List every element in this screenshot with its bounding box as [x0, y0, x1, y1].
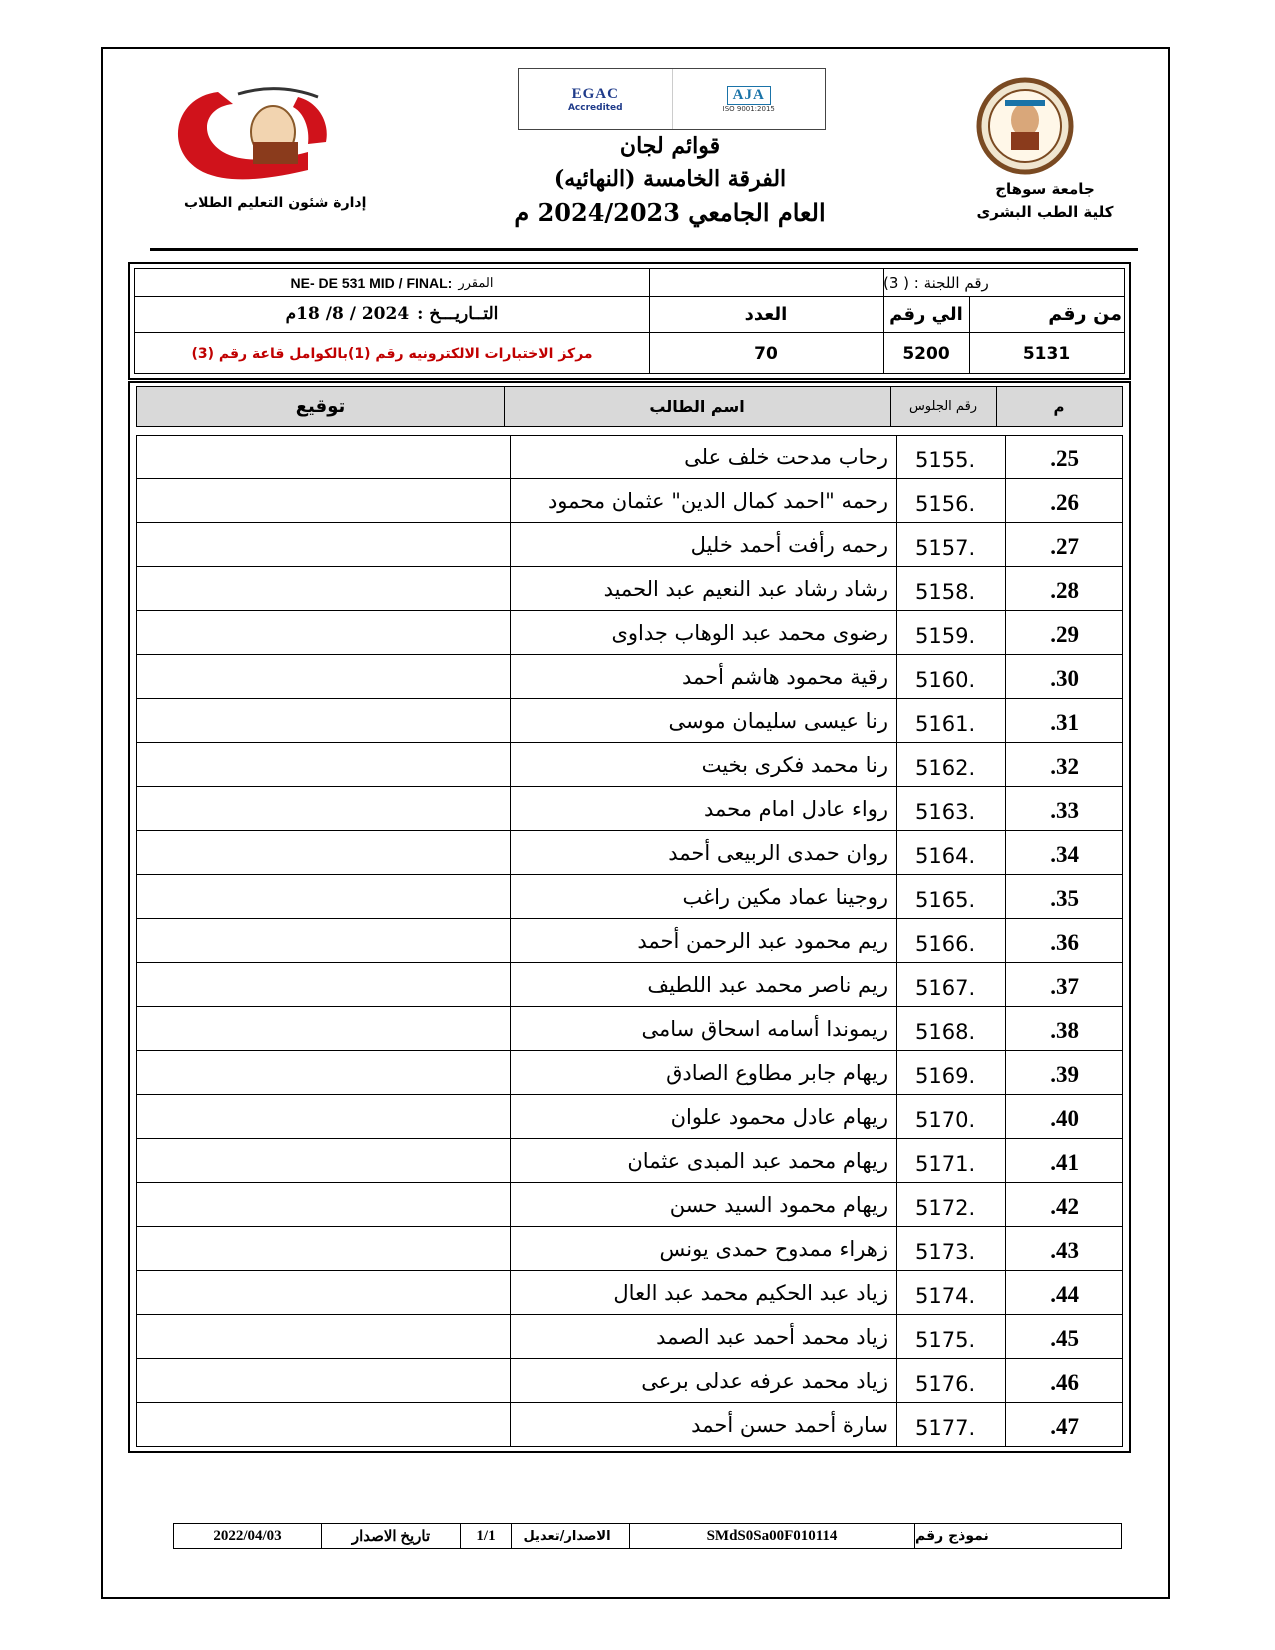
seat-number: 5172.	[897, 1183, 1006, 1226]
student-name: روان حمدى الربيعى أحمد	[511, 831, 897, 874]
table-row	[136, 699, 1123, 743]
signature-cell[interactable]	[136, 1095, 511, 1138]
committee-info	[128, 262, 1131, 380]
count-label: العدد	[744, 303, 788, 325]
student-name: روجينا عماد مكين راغب	[511, 875, 897, 918]
row-index: .37	[1050, 974, 1079, 999]
student-name: رضوى محمد عبد الوهاب جداوى	[511, 611, 897, 654]
table-row	[136, 1139, 1123, 1183]
table-row	[136, 567, 1123, 611]
title-line-3: العام الجامعي 2024/2023 م	[514, 198, 826, 227]
header-divider	[150, 248, 1138, 251]
version-value: 1/1	[476, 1527, 496, 1544]
seat-number: 5160.	[897, 655, 1006, 698]
row-index: .32	[1050, 754, 1079, 779]
form-code: SMdS0Sa00F010114	[706, 1527, 838, 1544]
row-index: .45	[1050, 1326, 1079, 1351]
signature-cell[interactable]	[136, 831, 511, 874]
signature-cell[interactable]	[136, 1051, 511, 1094]
row-index: .44	[1050, 1282, 1079, 1307]
row-index: .43	[1050, 1238, 1079, 1263]
seat-number: 5164.	[897, 831, 1006, 874]
signature-cell[interactable]	[136, 919, 511, 962]
row-index: .27	[1050, 534, 1079, 559]
student-name: سارة أحمد حسن أحمد	[511, 1403, 897, 1446]
signature-cell[interactable]	[136, 699, 511, 742]
signature-cell[interactable]	[136, 1359, 511, 1402]
faculty-logo	[158, 82, 338, 187]
seat-number: 5162.	[897, 743, 1006, 786]
table-row	[136, 435, 1123, 479]
date-value: 2024 / 8/ 18م	[285, 304, 410, 324]
table-row	[136, 1183, 1123, 1227]
table-row	[136, 1051, 1123, 1095]
student-name: زياد محمد عرفه عدلى برعى	[511, 1359, 897, 1402]
issue-date: 2022/04/03	[213, 1527, 282, 1544]
seat-number: 5173.	[897, 1227, 1006, 1270]
course-cell	[135, 269, 649, 296]
signature-cell[interactable]	[136, 655, 511, 698]
student-name: ريم ناصر محمد عبد اللطيف	[511, 963, 897, 1006]
student-name: رشاد رشاد عبد النعيم عبد الحميد	[511, 567, 897, 610]
certification-badges	[518, 68, 826, 130]
signature-cell[interactable]	[136, 1007, 511, 1050]
row-index: .26	[1050, 490, 1079, 515]
student-name: رحاب مدحت خلف على	[511, 435, 897, 478]
table-header	[136, 386, 1123, 427]
row-index: .42	[1050, 1194, 1079, 1219]
course-label: المقرر	[458, 274, 494, 290]
student-name: ريهام محمد عبد المبدى عثمان	[511, 1139, 897, 1182]
table-row	[136, 1007, 1123, 1051]
student-name: رنا محمد فكرى بخيت	[511, 743, 897, 786]
seat-number: 5166.	[897, 919, 1006, 962]
table-row	[136, 963, 1123, 1007]
seat-number: 5171.	[897, 1139, 1006, 1182]
row-index: .30	[1050, 666, 1079, 691]
university-seal	[975, 74, 1075, 178]
student-name: زياد محمد أحمد عبد الصمد	[511, 1315, 897, 1358]
row-index: .29	[1050, 622, 1079, 647]
seat-number: 5158.	[897, 567, 1006, 610]
table-row	[136, 1095, 1123, 1139]
signature-cell[interactable]	[136, 523, 511, 566]
committee-number: رقم اللجنة : ( 3)	[883, 273, 989, 292]
table-row	[136, 1315, 1123, 1359]
table-row	[136, 1403, 1123, 1447]
course-code: NE- DE 531 MID / FINAL:	[290, 274, 453, 291]
signature-cell[interactable]	[136, 963, 511, 1006]
row-index: .40	[1050, 1106, 1079, 1131]
document-title	[430, 130, 910, 229]
signature-cell[interactable]	[136, 479, 511, 522]
department-name: إدارة شئون التعليم الطلاب	[184, 195, 367, 211]
issue-date-label: تاريخ الاصدار	[351, 1528, 431, 1545]
form-footer	[173, 1523, 1122, 1549]
signature-cell[interactable]	[136, 1183, 511, 1226]
table-row	[136, 1359, 1123, 1403]
to-value: 5200	[902, 343, 950, 364]
table-row	[136, 523, 1123, 567]
signature-cell[interactable]	[136, 787, 511, 830]
student-name: رحمه رأفت أحمد خليل	[511, 523, 897, 566]
student-name: ريهام محمود السيد حسن	[511, 1183, 897, 1226]
students-table	[128, 381, 1131, 1453]
row-index: .33	[1050, 798, 1079, 823]
row-index: .41	[1050, 1150, 1079, 1175]
seat-number: 5156.	[897, 479, 1006, 522]
table-row	[136, 919, 1123, 963]
row-index: .47	[1050, 1414, 1079, 1439]
table-row	[136, 831, 1123, 875]
seat-number: 5165.	[897, 875, 1006, 918]
row-index: .35	[1050, 886, 1079, 911]
row-index: .25	[1050, 446, 1079, 471]
signature-cell[interactable]	[136, 1271, 511, 1314]
version-label: الاصدار/تعديل	[523, 1528, 611, 1544]
header-seat: رقم الجلوس	[890, 387, 997, 426]
count-value: 70	[754, 343, 778, 364]
student-name: ريهام جابر مطاوع الصادق	[511, 1051, 897, 1094]
seat-number: 5157.	[897, 523, 1006, 566]
student-name: رواء عادل امام محمد	[511, 787, 897, 830]
egac-badge: EGAC Accredited	[567, 85, 623, 113]
student-name: رحمه "احمد كمال الدين" عثمان محمود	[511, 479, 897, 522]
table-row	[136, 1227, 1123, 1271]
table-row	[136, 479, 1123, 523]
row-index: .34	[1050, 842, 1079, 867]
signature-cell[interactable]	[136, 567, 511, 610]
student-name: رنا عيسى سليمان موسى	[511, 699, 897, 742]
header-signature: توقيع	[137, 387, 505, 426]
seat-number: 5177.	[897, 1403, 1006, 1446]
seat-number: 5159.	[897, 611, 1006, 654]
title-line-1: قوائم لجان	[619, 133, 721, 159]
table-row	[136, 1271, 1123, 1315]
table-row	[136, 611, 1123, 655]
table-row	[136, 655, 1123, 699]
row-index: .39	[1050, 1062, 1079, 1087]
signature-cell[interactable]	[136, 1139, 511, 1182]
signature-cell[interactable]	[136, 875, 511, 918]
row-index: .36	[1050, 930, 1079, 955]
student-name: ريموندا أسامه اسحاق سامى	[511, 1007, 897, 1050]
table-row	[136, 875, 1123, 919]
student-name: رقية محمود هاشم أحمد	[511, 655, 897, 698]
student-name: ريهام عادل محمود علوان	[511, 1095, 897, 1138]
title-line-2: الفرقة الخامسة (النهائيه)	[553, 166, 787, 192]
seat-number: 5175.	[897, 1315, 1006, 1358]
row-index: .38	[1050, 1018, 1079, 1043]
to-label: الي رقم	[889, 303, 963, 325]
date-label: التــاريـــخ :	[417, 304, 499, 324]
table-row	[136, 787, 1123, 831]
from-label: من رقم	[1048, 303, 1122, 325]
form-label: نموذج رقم	[915, 1528, 989, 1544]
seat-number: 5169.	[897, 1051, 1006, 1094]
aja-badge: AJA ISO 9001:2015	[672, 69, 826, 129]
signature-cell[interactable]	[136, 435, 511, 478]
signature-cell[interactable]	[136, 1227, 511, 1270]
row-index: .28	[1050, 578, 1079, 603]
seat-number: 5170.	[897, 1095, 1006, 1138]
signature-cell[interactable]	[136, 1403, 511, 1446]
seat-number: 5176.	[897, 1359, 1006, 1402]
table-row	[136, 743, 1123, 787]
seat-number: 5167.	[897, 963, 1006, 1006]
row-index: .31	[1050, 710, 1079, 735]
header-index: م	[1053, 397, 1065, 416]
date-cell	[135, 296, 649, 332]
from-value: 5131	[1022, 343, 1071, 364]
student-name: زهراء ممدوح حمدى يونس	[511, 1227, 897, 1270]
seat-number: 5161.	[897, 699, 1006, 742]
seat-number: 5174.	[897, 1271, 1006, 1314]
signature-cell[interactable]	[136, 1315, 511, 1358]
signature-cell[interactable]	[136, 611, 511, 654]
row-index: .46	[1050, 1370, 1079, 1395]
seat-number: 5155.	[897, 435, 1006, 478]
student-name: ريم محمود عبد الرحمن أحمد	[511, 919, 897, 962]
signature-cell[interactable]	[136, 743, 511, 786]
seat-number: 5163.	[897, 787, 1006, 830]
university-name: جامعة سوهاج كلية الطب البشرى	[976, 180, 1114, 221]
exam-location: مركز الاختبارات الالكترونيه رقم (1)بالكوامل قاعة رقم (3)	[191, 345, 593, 362]
header-name: اسم الطالب	[504, 387, 891, 426]
seat-number: 5168.	[897, 1007, 1006, 1050]
student-name: زياد عبد الحكيم محمد عبد العال	[511, 1271, 897, 1314]
